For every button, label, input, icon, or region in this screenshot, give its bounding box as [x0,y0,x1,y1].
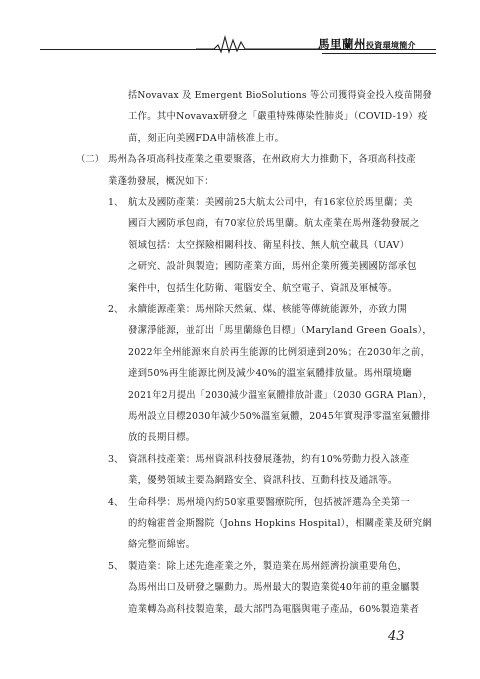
item-line: 製造業：除上述先進產業之外，製造業在馬州經濟扮演重要角色， [128,560,408,572]
header-title [318,36,416,50]
item-line: 領域包括：太空探險相關科技、衛星科技、無人航空載具（UAV） [128,239,410,251]
item-line: 2022年全州能源來自於再生能源的比例須達到20%；在2030年之前， [128,346,431,358]
header-rule-short [322,53,436,54]
item-number: 5、 [108,560,124,572]
item-line: 發潔淨能源，並訂出「馬里蘭綠色目標」（Maryland Green Goals）， [128,325,433,337]
item-number: 1、 [108,197,124,208]
item-number: 3、 [108,453,124,465]
header-title-sub: 投資環境簡介 [366,41,416,50]
item-line: 絡完整而綿密。 [128,539,196,551]
heartbeat-wave-icon [196,34,322,54]
header-rule [40,49,436,50]
item-line: 放的長期目標。 [128,432,196,444]
item-line: 2021年2月提出「2030減少溫室氣體排放計畫」（2030 GGRA Plan）， [128,389,433,401]
item-line: 永續能源產業：馬州除天然氣、煤、核能等傳統能源外，亦致力開 [128,304,408,315]
intro-line: 工作。其中Novavax研發之「嚴重特殊傳染性肺炎」（COVID-19）疫 [128,111,428,123]
item-number: 2、 [108,304,124,315]
item-line: 的約翰霍普金斯醫院（Johns Hopkins Hospital），相關產業及研究網 [128,518,432,529]
section-line: 業蓬勃發展，概況如下： [108,175,214,187]
item-line: 之研究、設計與製造；國防產業方面，馬州企業所獲美國國防部承包 [128,261,417,273]
section-marker: （二） [76,154,105,166]
item-line: 航太及國防產業：美國前25大航太公司中，有16家位於馬里蘭；美 [128,197,413,208]
item-line: 馬州設立目標2030年減少50%溫室氣體，2045年實現淨零溫室氣體排 [128,411,431,422]
intro-line: 苗，刻正向美國FDA申請核准上市。 [128,132,285,144]
header-title-main: 馬里蘭州 [318,37,366,51]
item-line: 案件中，包括生化防衛、電腦安全、航空電子、資訊及軍械等。 [128,282,398,294]
item-line: 國百大國防承包商，有70家位於馬里蘭。航太產業在馬州蓬勃發展之 [128,218,420,230]
intro-line: 括Novavax 及 Emergent BioSolutions 等公司獲得資金投入疫苗開發 [128,90,432,101]
item-line: 達到50%再生能源比例及減少40%的溫室氣體排放量。馬州環境廳 [128,368,412,380]
page-number: 43 [388,629,405,644]
item-line: 造業轉為高科技製造業，最大部門為電腦與電子產品，60%製造業者 [128,603,420,615]
section-line: 馬州為各項高科技產業之重要聚落，在州政府大力推動下，各項高科技產 [108,154,417,166]
item-line: 業，優勢領域主要為網路安全、資訊科技、互動科技及通訊等。 [128,475,398,487]
item-number: 4、 [108,496,124,508]
item-line: 生命科學：馬州境內約50家重要醫療院所，包括被評選為全美第一 [128,496,410,508]
page-header [0,0,480,64]
item-line: 為馬州出口及研發之驅動力。馬州最大的製造業從40年前的重金屬製 [128,582,420,594]
item-line: 資訊科技產業：馬州資訊科技發展蓬勃，約有10%勞動力投入該產 [128,453,410,465]
